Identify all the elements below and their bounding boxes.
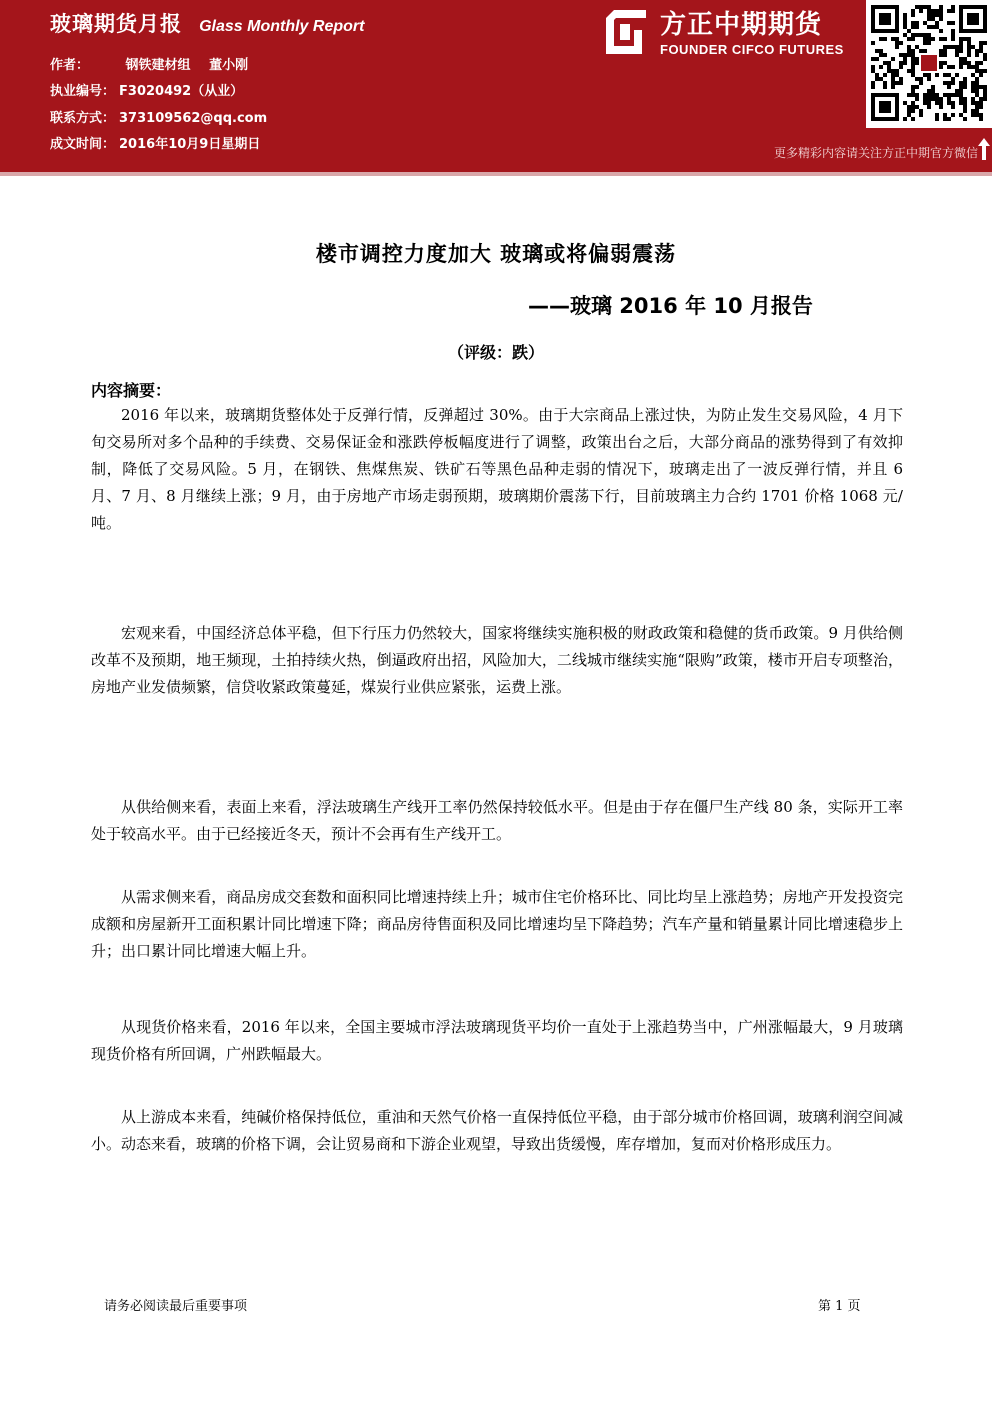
logo-name-en: FOUNDER CIFCO FUTURES <box>660 42 844 57</box>
abstract-paragraph: 从现货价格来看，2016 年以来，全国主要城市浮法玻璃现货平均价一直处于上涨趋势当中，广州涨幅最大，9 月玻璃现货价格有所回调，广州跌幅最大。 <box>91 1018 903 1063</box>
follow-wechat-text: 更多精彩内容请关注方正中期官方微信 <box>773 146 978 160</box>
page-number: 第 1 页 <box>818 1299 861 1314</box>
author-team: 钢铁建材组 <box>125 58 191 73</box>
date-label: 成文时间： <box>50 137 116 152</box>
report-type-title-cn: 玻璃期货月报 <box>50 12 182 36</box>
company-logo <box>604 4 856 62</box>
abstract-heading: 内容摘要： <box>91 381 172 400</box>
qr-code-icon <box>866 0 992 128</box>
abstract-paragraph: 宏观来看，中国经济总体平稳，但下行压力仍然较大，国家将继续实施积极的财政政策和稳健的货币政策。9 月供给侧改革不及预期，地王频现，土拍持续火热，倒逼政府出招，风险加大，二线城市继续实施“限购”政策，楼市开启专项整治，房地产业发债频繁，信贷收紧政策蔓延，煤炭行业供应紧张，运费上涨。 <box>91 624 903 696</box>
license-label: 执业编号： <box>50 84 116 99</box>
author-line <box>50 54 248 73</box>
logo-mark-icon <box>604 8 648 56</box>
abstract-paragraph: 从供给侧来看，表面上来看，浮法玻璃生产线开工率仍然保持较低水平。但是由于存在僵尸生产线 80 条，实际开工率处于较高水平。由于已经接近冬天，预计不会再有生产线开工。 <box>91 798 903 843</box>
author-label: 作者： <box>50 58 90 73</box>
abstract-paragraph: 从需求侧来看，商品房成交套数和面积同比增速持续上升；城市住宅价格环比、同比均呈上涨趋势；房地产开发投资完成额和房屋新开工面积累计同比增速下降；商品房待售面积及同比增速均呈下降趋势；汽车产量和销量累计同比增速稳步上升；出口累计同比增速大幅上升。 <box>91 888 903 960</box>
header-divider <box>0 172 992 176</box>
arrow-up-icon <box>978 138 990 160</box>
license-line <box>50 80 243 99</box>
date-line <box>50 133 260 152</box>
report-type-title-en: Glass Monthly Report <box>199 18 365 35</box>
logo-name-cn: 方正中期期货 <box>660 10 823 40</box>
date-value: 2016年10月9日星期日 <box>119 137 261 152</box>
abstract-paragraph: 从上游成本来看，纯碱价格保持低位，重油和天然气价格一直保持低位平稳，由于部分城市价格回调，玻璃利润空间减小。动态来看，玻璃的价格下调，会让贸易商和下游企业观望，导致出货缓慢，库存增加，复而对价格形成压力。 <box>91 1108 903 1153</box>
wechat-qr-code[interactable] <box>866 0 992 128</box>
report-title: 楼市调控力度加大 玻璃或将偏弱震荡 <box>315 242 677 266</box>
report-rating: （评级：跌） <box>447 343 544 362</box>
report-type-title <box>50 8 364 38</box>
abstract-paragraph: 2016 年以来，玻璃期货整体处于反弹行情，反弹超过 30%。由于大宗商品上涨过快，为防止发生交易风险，4 月下旬交易所对多个品种的手续费、交易保证金和涨跌停板幅度进行了调整，政策出台之后，大部分商品的涨势得到了有效抑制，降低了交易风险。5 月，在钢铁、焦煤焦炭、铁矿石等黑色品种走弱的情况下，玻璃走出了一波反弹行情，并且 6 月、7 月、8 月继续上涨；9 月，由于房地产市场走弱预期，玻璃期价震荡下行，目前玻璃主力合约 1701 价格 1068 元/吨。 <box>91 406 903 532</box>
footer-notice: 请务必阅读最后重要事项 <box>104 1299 248 1314</box>
contact-label: 联系方式： <box>50 111 116 126</box>
report-subtitle: ——玻璃 2016 年 10 月报告 <box>528 294 813 318</box>
contact-line <box>50 107 267 126</box>
contact-value: 373109562@qq.com <box>119 111 268 126</box>
author-name: 董小刚 <box>209 58 249 73</box>
license-value: F3020492（从业） <box>119 84 244 99</box>
report-header <box>0 0 992 172</box>
